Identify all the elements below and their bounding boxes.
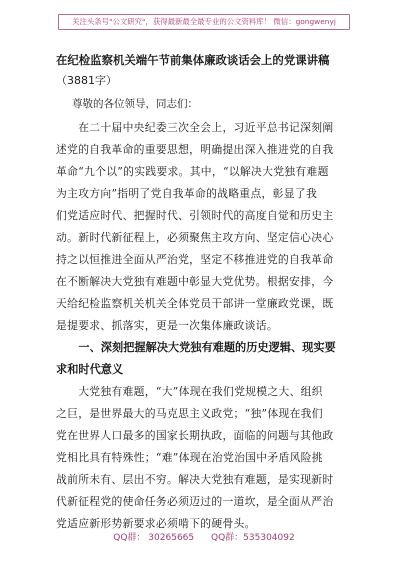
header-banner: 关注头条号"公文研究"，获得最新最全最专业的公文资料库！ 微信：gongwenyj: [58, 14, 350, 30]
paragraph-1: [56, 117, 356, 337]
paragraph-line: 党在世界人口最多的国家长期执政，面临的问题与其他政: [56, 429, 334, 442]
paragraph-line: 持之以恒推进全面从严治党，坚定不移推进党的自我革命: [56, 253, 334, 266]
paragraph-2: [56, 381, 356, 535]
document-title: 在纪检监察机关端午节前集体廉政谈话会上的党课讲稿: [56, 53, 330, 67]
greeting: 尊敬的各位领导，同志们：: [72, 98, 198, 110]
paragraph-line: 代新征程党的使命任务必须迈过的一道坎，是全面从严治: [56, 495, 334, 508]
paragraph-line: 大党独有难题，“大”体现在我们党规模之大、组织: [56, 385, 323, 398]
paragraph-line: 党适应新形势新要求必须啃下的硬骨头。: [56, 517, 256, 530]
word-count: （3881字）: [56, 74, 117, 87]
paragraph-line: 们党适应时代、把握时代、引领时代的高度自觉和历史主: [56, 209, 334, 222]
paragraph-line: 在不断解决大党独有难题中彰显大党优势。根据安排，今: [56, 275, 334, 288]
footer-qq-group-2: QQ群：535304092: [211, 533, 295, 543]
paragraph-line: 在二十届中央纪委三次全会上，习近平总书记深刻阐: [56, 121, 334, 134]
paragraph-line: 革命“九个以”的实践要求。其中，“以解决大党独有难题: [56, 165, 329, 178]
section-heading: [56, 337, 360, 381]
footer: [0, 532, 408, 544]
paragraph-line: 是提要求、抓落实，更是一次集体廉政谈话。: [56, 319, 278, 332]
paragraph-line: 动。新时代新征程上，必须聚焦主攻方向、坚定信心决心: [56, 231, 334, 244]
paragraph-line: 述党的自我革命的重要思想，明确提出深入推进党的自我: [56, 143, 334, 156]
paragraph-line: 为主攻方向”指明了党自我革命的战略重点，彰显了我: [56, 187, 318, 200]
heading-line: 一、深刻把握解决大党独有难题的历史逻辑、现实要: [56, 341, 336, 354]
paragraph-line: 战前所未有、层出不穷。解决大党独有难题，是实现新时: [56, 473, 334, 486]
paragraph-line: 天给纪检监察机关机关全体党员干部讲一堂廉政党课，既: [56, 297, 334, 310]
footer-qq-group-1: QQ群： 30265665: [113, 533, 195, 543]
paragraph-line: 之巨，是世界最大的马克思主义政党；“独”体现在我们: [56, 407, 323, 420]
paragraph-line: 党相比具有特殊性；“难”体现在治党治国中矛盾风险挑: [56, 451, 323, 464]
heading-line: 求和时代意义: [56, 363, 124, 376]
